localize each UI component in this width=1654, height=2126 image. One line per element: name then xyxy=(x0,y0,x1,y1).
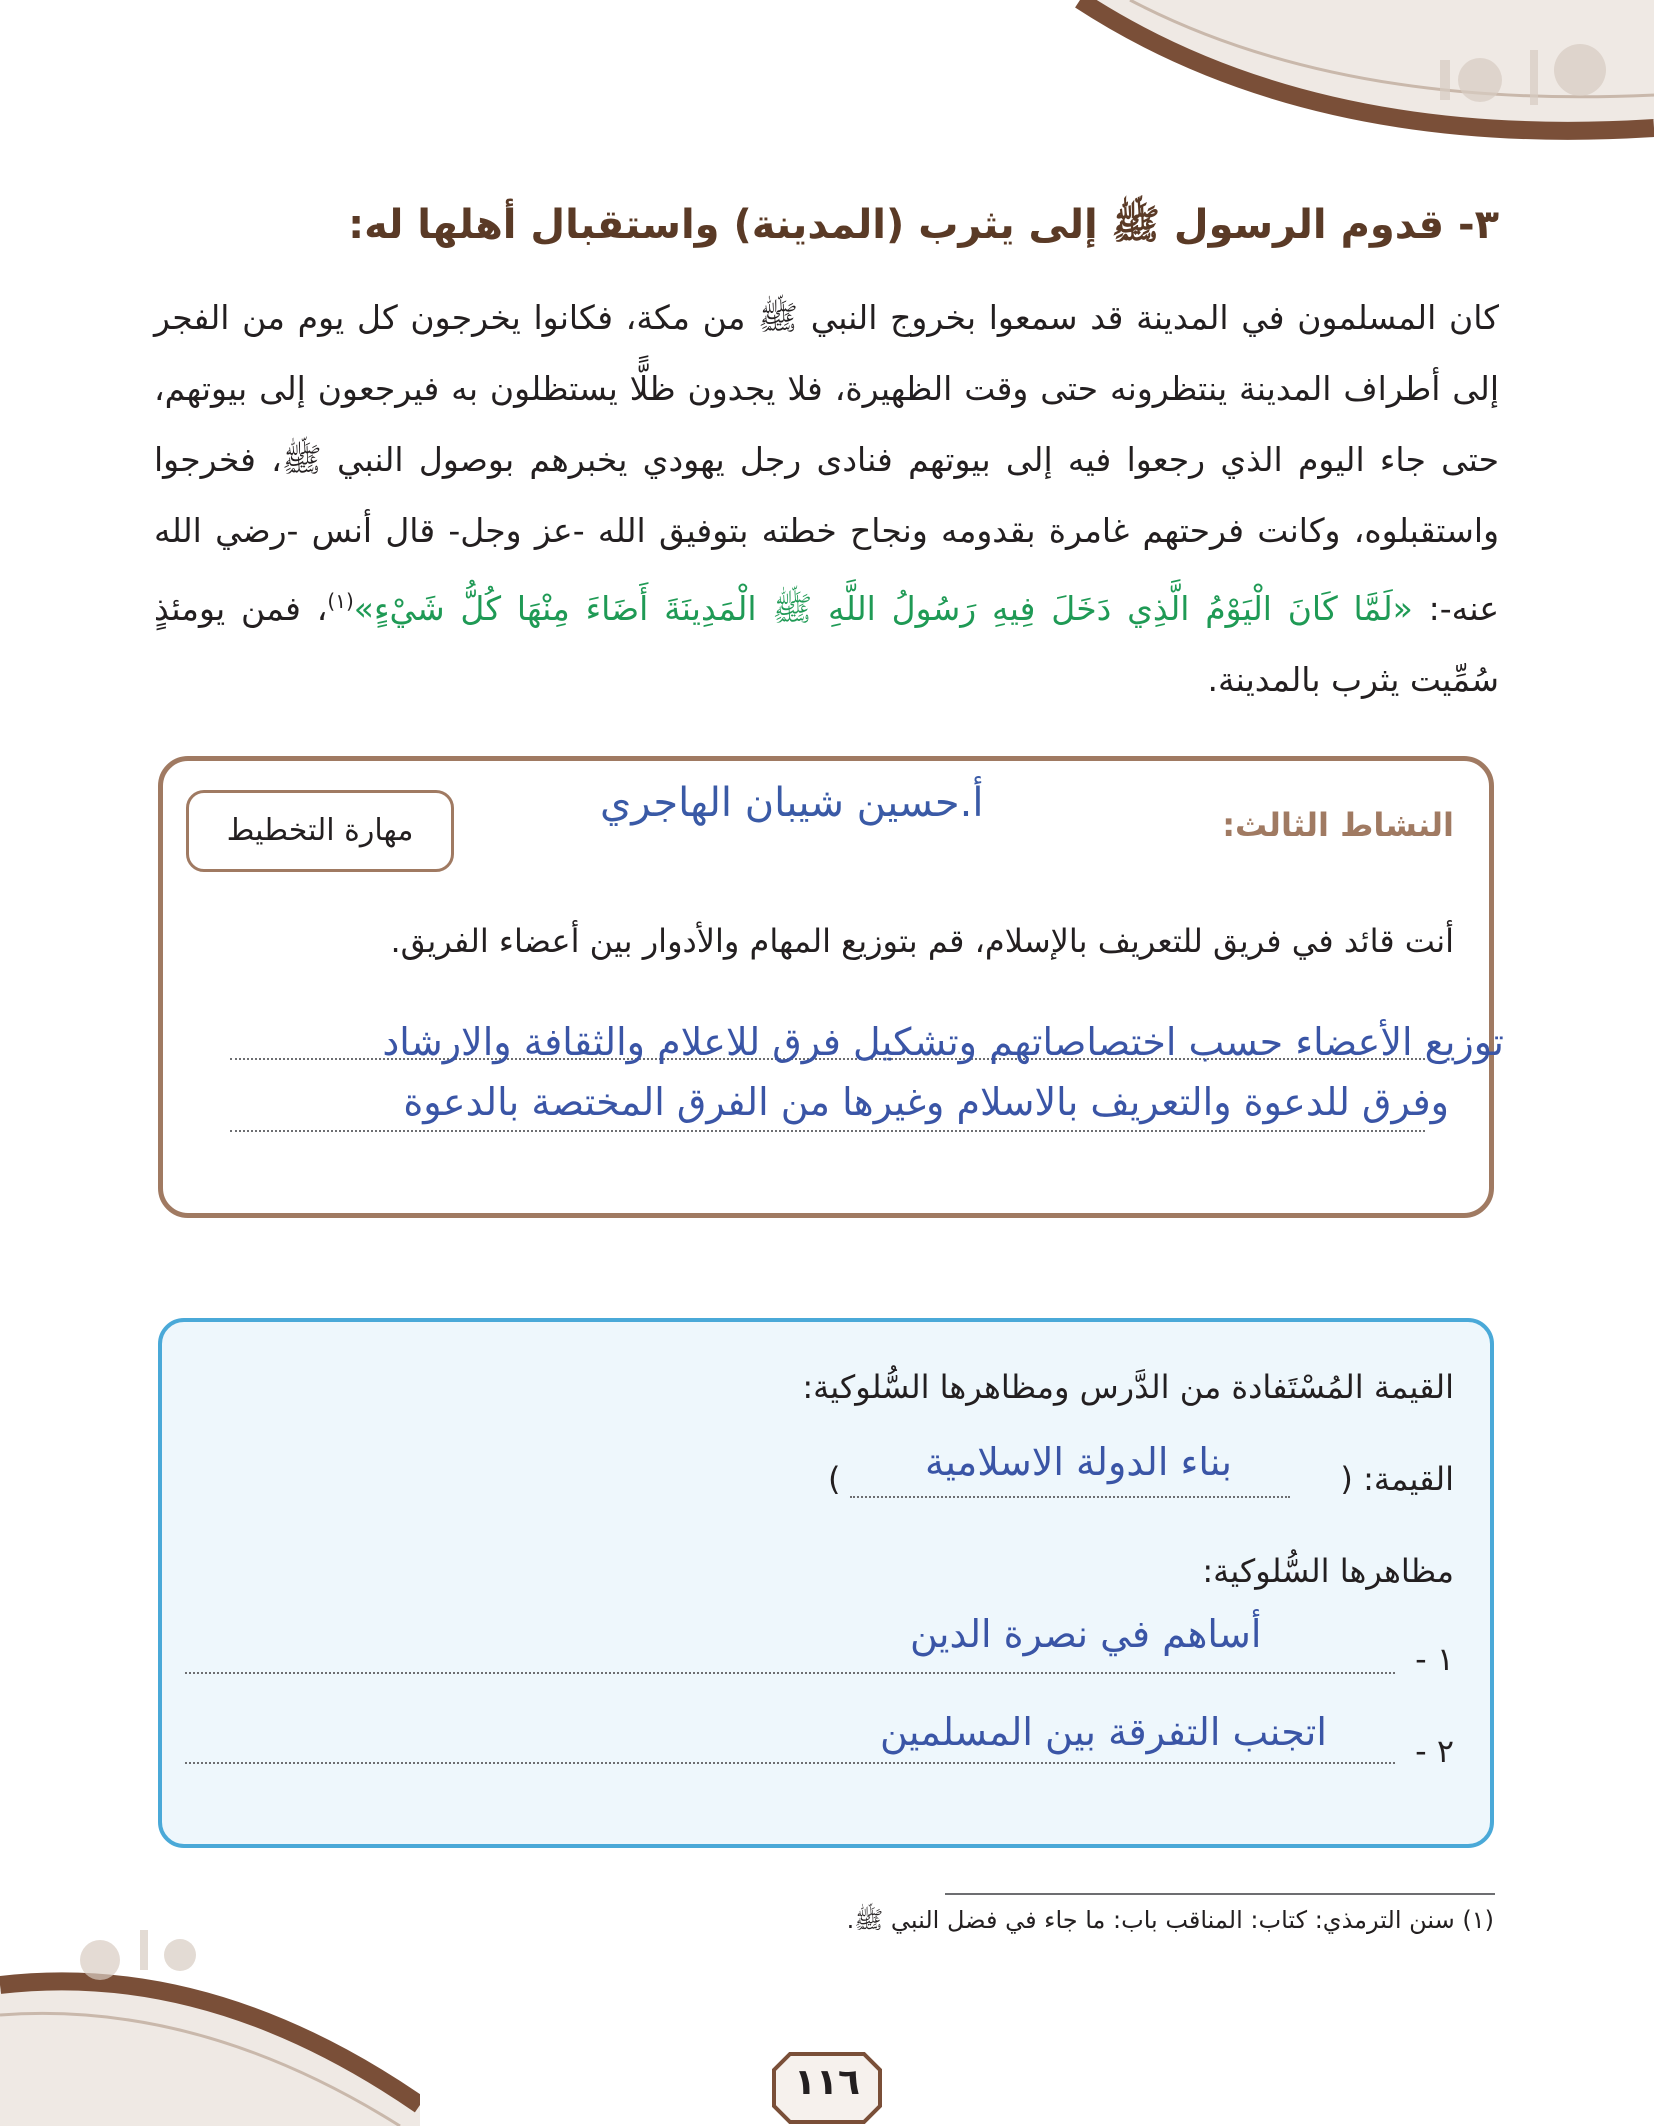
footnote-divider xyxy=(945,1893,1495,1895)
behaviors-label: مظاهرها السُّلوكية: xyxy=(1202,1552,1454,1590)
paragraph-tail: ، فمن يومئذٍ سُمِّيت يثرب بالمدينة. xyxy=(154,589,1499,699)
value-answer-line[interactable] xyxy=(850,1496,1290,1498)
activity-answer-1: توزيع الأعضاء حسب اختصاصاتهم وتشكيل فرق للاعلام والثقافة والارشاد xyxy=(382,1020,1504,1064)
footnote-reference: (١) xyxy=(327,589,354,613)
behavior-item-1-number: ١ - xyxy=(1415,1640,1454,1678)
footnote: (١) سنن الترمذي: كتاب: المناقب باب: ما جاء في فضل النبي ﷺ. xyxy=(846,1906,1494,1934)
behavior-item-2-answer: اتجنب التفرقة بين المسلمين xyxy=(880,1710,1327,1754)
behavior-item-2-line[interactable] xyxy=(185,1762,1395,1764)
teacher-name: أ.حسين شيبان الهاجري xyxy=(600,780,984,826)
value-label: القيمة: ( xyxy=(1340,1460,1454,1498)
skill-badge: مهارة التخطيط xyxy=(186,790,454,872)
intro-paragraph xyxy=(154,282,1499,715)
activity-answer-2: وفرق للدعوة والتعريف بالاسلام وغيرها من الفرق المختصة بالدعوة xyxy=(403,1080,1449,1124)
behavior-item-2-number: ٢ - xyxy=(1415,1732,1454,1770)
top-decorative-banner xyxy=(1060,0,1654,160)
behavior-item-1-answer: أساهم في نصرة الدين xyxy=(910,1612,1262,1656)
bottom-decorative-banner xyxy=(0,1930,420,2126)
page-number: ١١٦ xyxy=(794,2062,860,2103)
hadith-quote: «لَمَّا كَانَ الْيَوْمُ الَّذِي دَخَلَ فِيهِ رَسُولُ اللَّهِ ﷺ الْمَدِينَةَ أَضَاءَ مِنْهَا كُلُّ شَيْءٍ» xyxy=(353,589,1413,628)
behavior-item-1-line[interactable] xyxy=(185,1672,1395,1674)
activity-title: النشاط الثالث: xyxy=(1222,806,1454,844)
paragraph-text: كان المسلمون في المدينة قد سمعوا بخروج النبي ﷺ من مكة، فكانوا يخرجون كل يوم من الفجر إلى أطراف المدينة ينتظرونه حتى وقت الظهيرة، فلا يجدون ظلًّا يستظلون به فيرجعون إلى بيوتهم، حتى جاء اليوم الذي رجعوا فيه إلى بيوتهم فنادى رجل يهودي يخبرهم بوصول النبي ﷺ، فخرجوا واستقبلوه، وكانت فرحتهم غامرة بقدومه ونجاح خطته بتوفيق الله -عز وجل- قال أنس -رضي الله عنه-: xyxy=(154,298,1500,628)
value-answer: بناء الدولة الاسلامية xyxy=(925,1440,1232,1484)
activity-prompt: أنت قائد في فريق للتعريف بالإسلام، قم بتوزيع المهام والأدوار بين أعضاء الفريق. xyxy=(390,922,1454,960)
section-heading: ٣- قدوم الرسول ﷺ إلى يثرب (المدينة) واستقبال أهلها له: xyxy=(348,202,1499,248)
activity-answer-line-2[interactable] xyxy=(230,1130,1425,1132)
value-close-paren: ) xyxy=(828,1460,841,1498)
values-title: القيمة المُسْتَفادة من الدَّرس ومظاهرها السُّلوكية: xyxy=(802,1368,1454,1406)
